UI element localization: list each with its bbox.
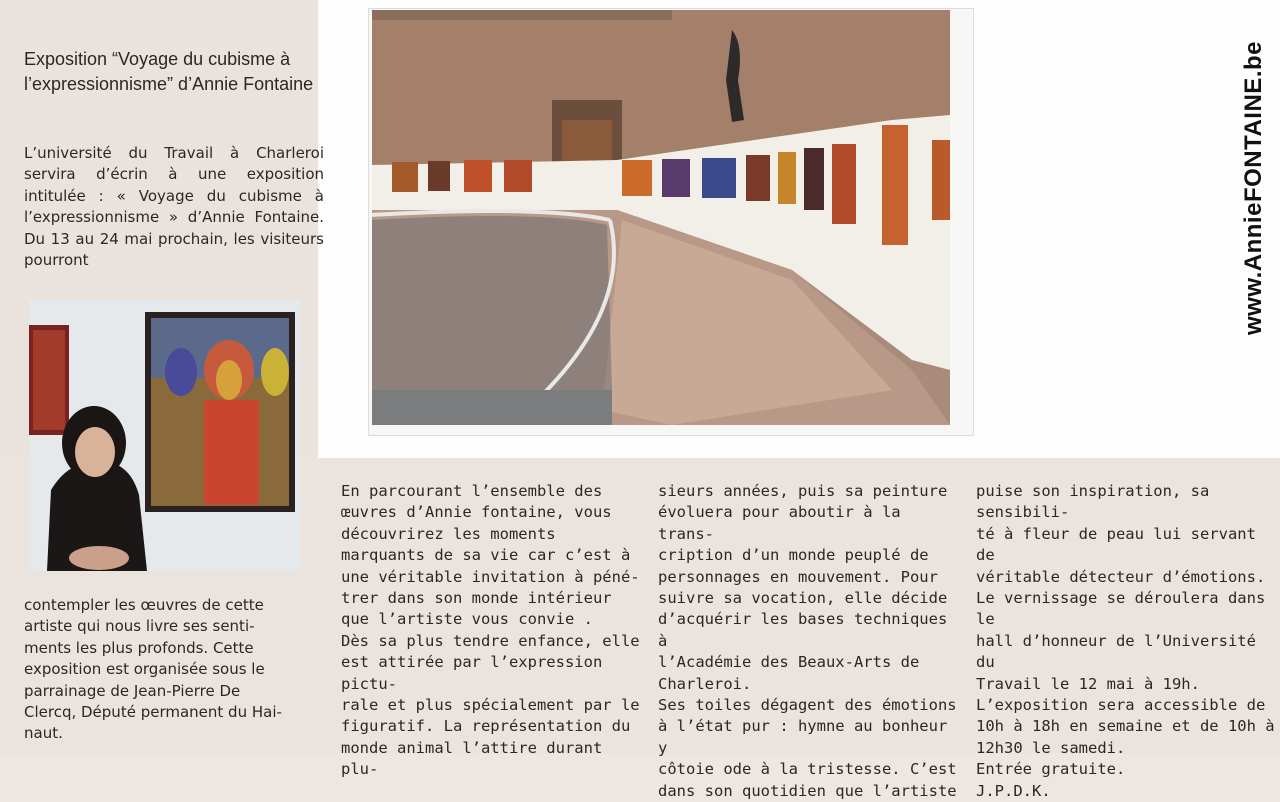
article-column-3: sieurs années, puis sa peinture évoluera pour aboutir à la trans- cription d’un monde peuplé de personnages en mouvement. Pour suivre sa vocation, elle décide d’acquérir les bases techniques à l’Académie des Beaux-Arts de Charleroi. Ses toiles dégagent des émotions à l’état pur : hymne au bonheur y côtoie ode à la tristesse. C’est dans son quotidien que l’artiste <box>658 482 957 800</box>
article-column-4: puise son inspiration, sa sensibili- té à fleur de peau lui servant de véritable détecteur d’émotions. Le vernissage se déroulera dans le hall d’honneur de l’Université du Travail le 12 mai à 19h. L’exposition sera accessible de 10h à 18h en semaine et de 10h à 12h30 le samedi. Entrée gratuite. J.P.D.K. <box>976 482 1275 800</box>
artist-portrait-illustration <box>29 300 300 571</box>
exhibition-hall-illustration <box>372 10 950 425</box>
website-watermark <box>1234 20 1274 355</box>
artist-portrait-photo <box>29 300 300 571</box>
article-intro: L’université du Travail à Charleroi servira d’écrin à une exposition intitulée : « Voyage du cubisme à l’expressionnisme » d’Annie Fontaine. Du 13 au 24 mai prochain, les visiteurs pourront <box>24 144 324 270</box>
article-column-1: contempler les œuvres de cette artiste qui nous livre ses senti- ments les plus profonds. Cette exposition est organisée sous le parrainage de Jean-Pierre De Clercq, Député permanent du Hai- naut. <box>24 596 282 743</box>
article-column-2: En parcourant l’ensemble des œuvres d’Annie fontaine, vous découvrirez les moments marquants de sa vie car c’est à une véritable invitation à péné- trer dans son monde intérieur que l’artiste vous convie . Dès sa plus tendre enfance, elle est attirée par l’expression pictu- rale et plus spécialement par le figuratif. La représentation du monde animal l’attire durant plu- <box>341 482 640 779</box>
website-url: www.AnnieFONTAINE.be <box>1240 40 1268 335</box>
exhibition-hall-photo <box>372 10 950 425</box>
article-title: Exposition “Voyage du cubisme à l’expressionnisme” d’Annie Fontaine <box>24 49 314 94</box>
